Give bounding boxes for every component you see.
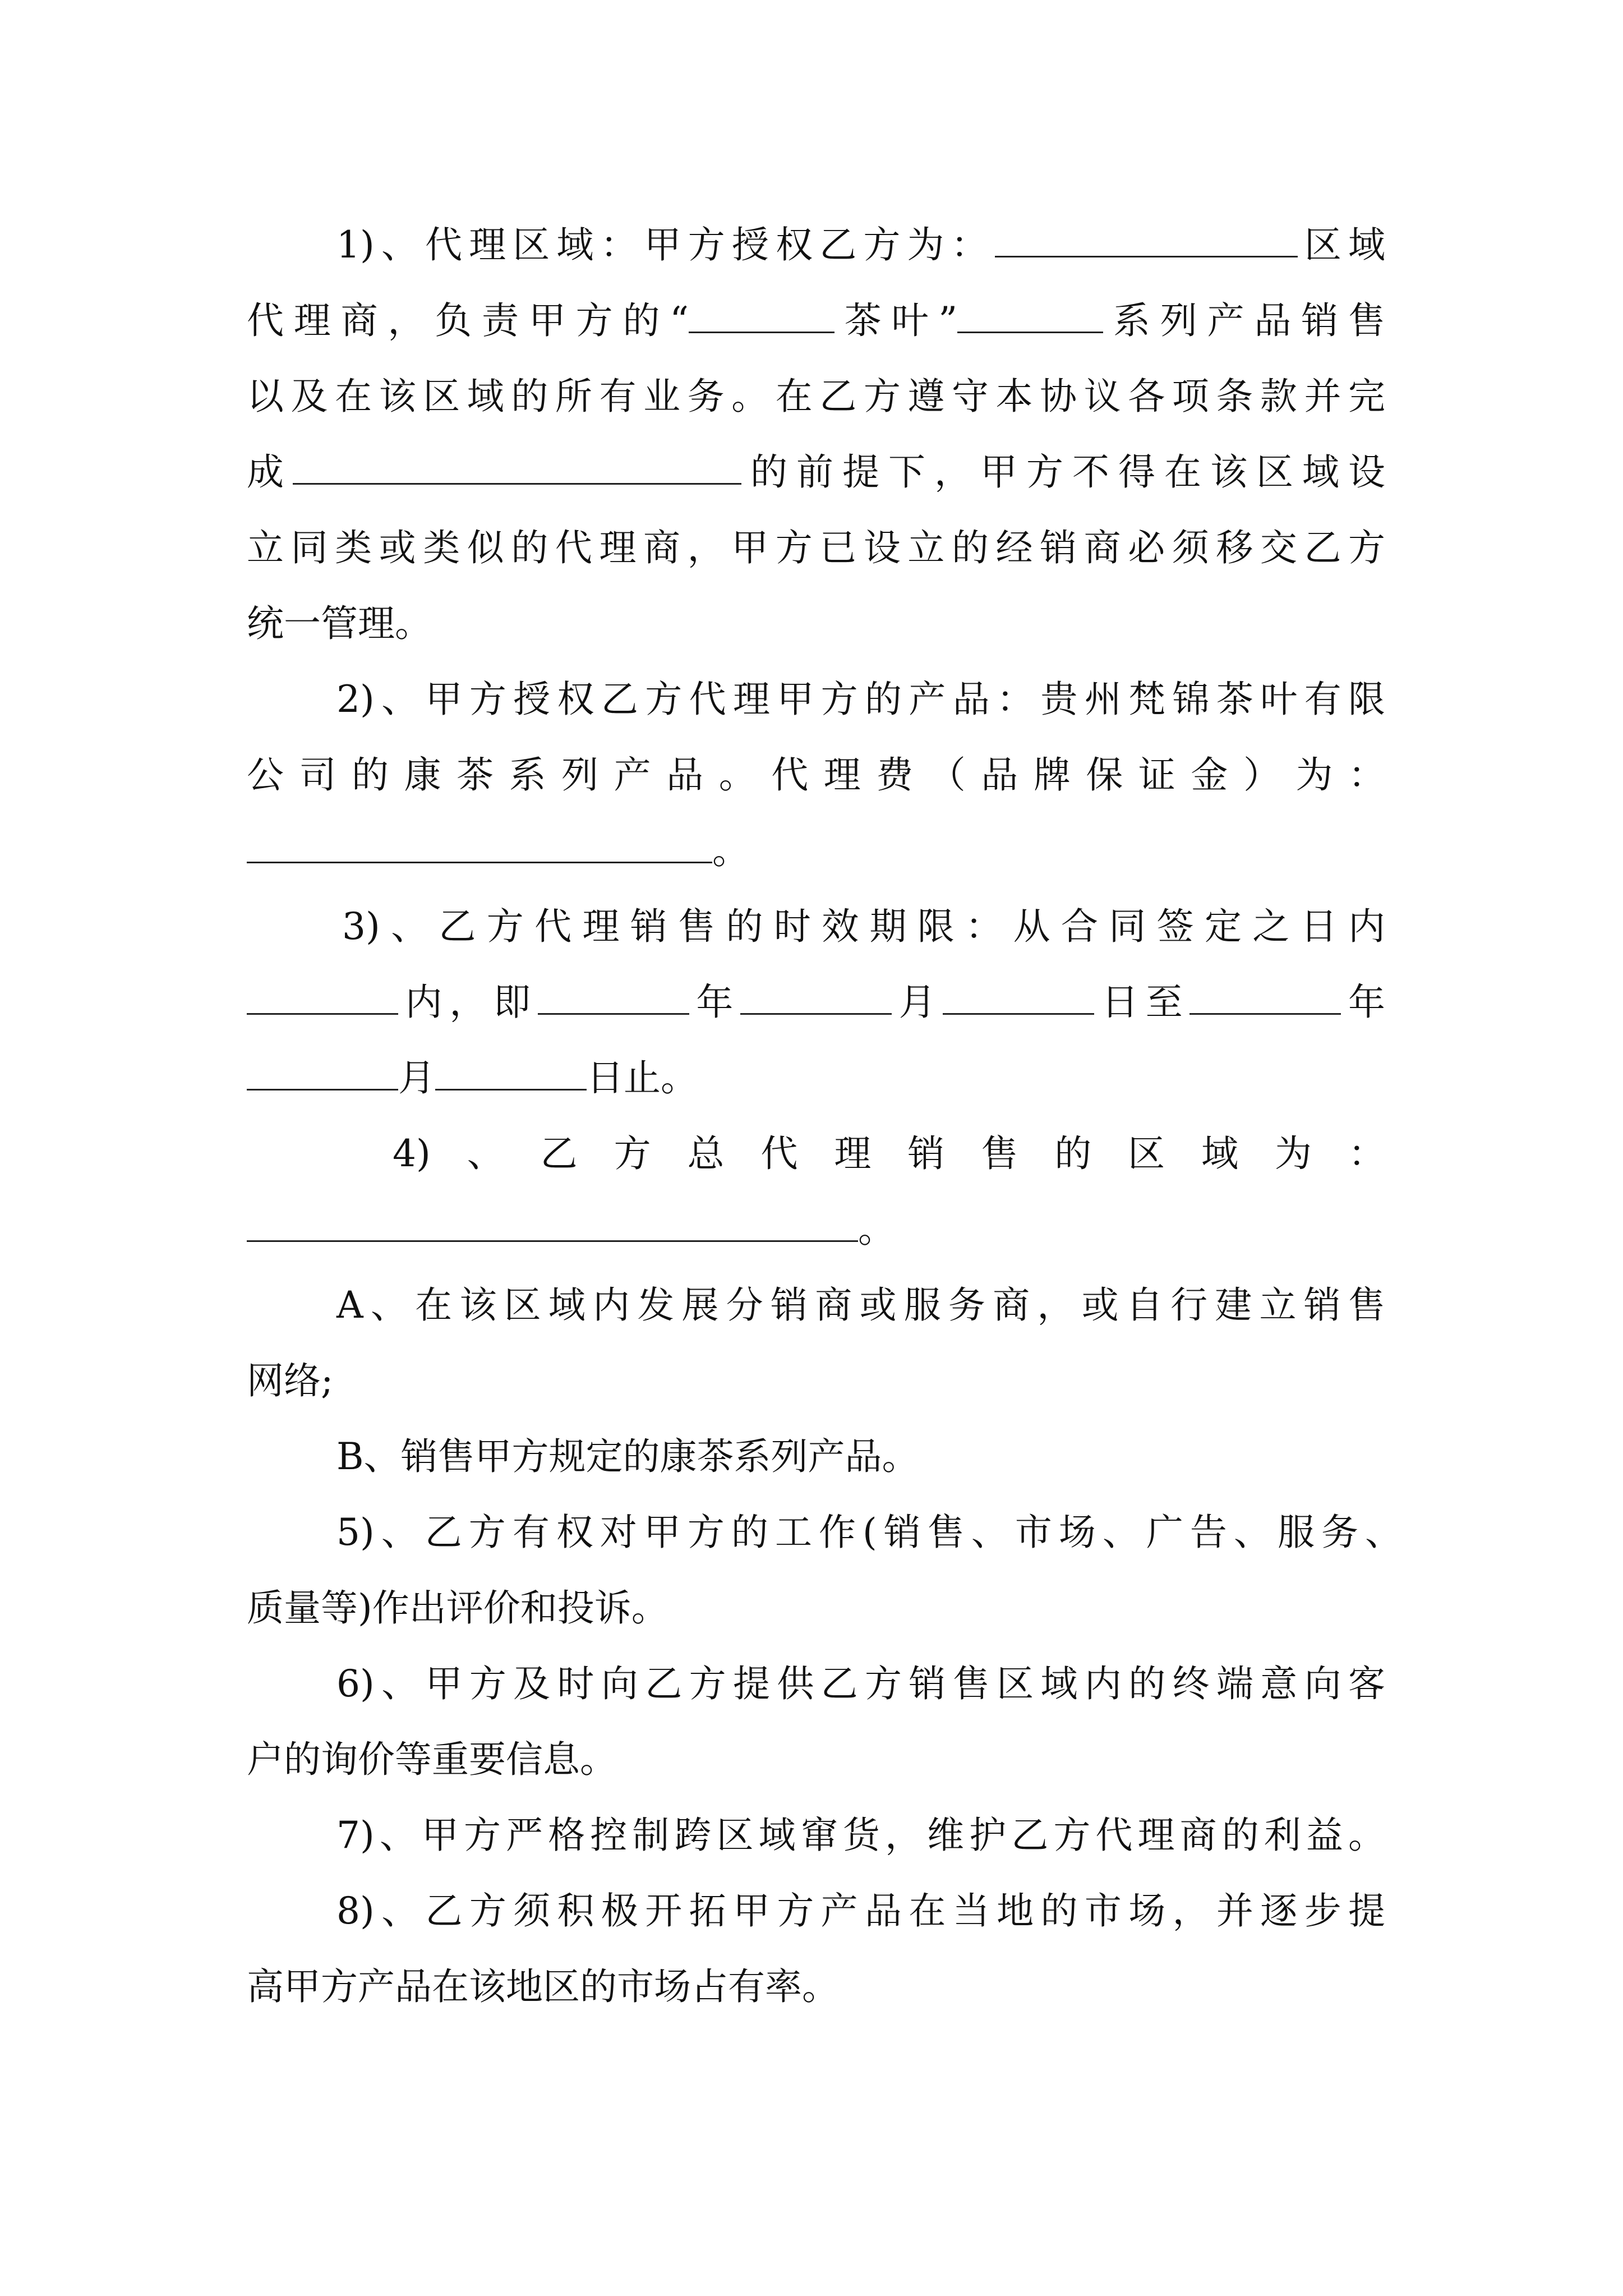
clause-8-line-1: 8)、乙方须积极开拓甲方产品在当地的市场，并逐步提 xyxy=(336,1889,1385,1932)
blank-target-field[interactable] xyxy=(293,453,741,485)
clause-2-line-1: 2)、甲方授权乙方代理甲方的产品：贵州梵锦茶叶有限 xyxy=(336,678,1385,721)
clause-1-line-4 xyxy=(247,433,1385,512)
clause-1-text: 1)、代理区域：甲方授权乙方为： xyxy=(336,223,995,266)
clause-7-line-1: 7)、甲方严格控制跨区域窜货，维护乙方代理商的利益。 xyxy=(336,1814,1385,1857)
blank-duration-field[interactable] xyxy=(247,983,398,1015)
blank-start-year-field[interactable] xyxy=(538,983,689,1015)
clause-1-line-2 xyxy=(247,282,1385,360)
clause-3-line-3 xyxy=(247,1039,1385,1117)
blank-series-field[interactable] xyxy=(957,301,1103,333)
clause-3-text: 月 xyxy=(398,1056,435,1099)
clause-1-line-1 xyxy=(336,206,1385,284)
clause-4-line-2 xyxy=(247,1190,1385,1269)
clause-5-line-2: 质量等)作出评价和投诉。 xyxy=(247,1586,668,1630)
clause-1-text: 系列产品销售 xyxy=(1103,299,1386,342)
clause-1-line-6: 统一管理。 xyxy=(247,602,432,645)
clause-1-line-5: 立同类或类似的代理商，甲方已设立的经销商必须移交乙方 xyxy=(247,526,1385,569)
clause-3-text: 年 xyxy=(1341,981,1386,1024)
blank-sales-region-field[interactable] xyxy=(247,1210,858,1242)
blank-brand-field[interactable] xyxy=(689,301,834,333)
clause-3-text: 月 xyxy=(892,981,943,1024)
blank-end-year-field[interactable] xyxy=(1189,983,1341,1015)
clause-3-line-2 xyxy=(247,963,1385,1042)
clause-4-text-end: 。 xyxy=(858,1208,895,1251)
clause-2-text-end: 。 xyxy=(712,829,749,872)
clause-8-line-2: 高甲方产品在该地区的市场占有率。 xyxy=(247,1965,839,2008)
item-b-line-1: B、销售甲方规定的康茶系列产品。 xyxy=(336,1435,919,1478)
blank-region-field[interactable] xyxy=(995,226,1298,257)
clause-3-line-1: 3)、乙方代理销售的时效期限：从合同签定之日内 xyxy=(342,905,1385,948)
clause-2-line-2: 公司的康茶系列产品。代理费（品牌保证金）为： xyxy=(247,753,1385,797)
blank-agency-fee-field[interactable] xyxy=(247,831,712,863)
clause-1-text-end: 区域 xyxy=(1297,223,1385,266)
blank-start-month-field[interactable] xyxy=(740,983,892,1015)
clause-4-line-1: 4)、乙方总代理销售的区域为： xyxy=(393,1132,1385,1175)
clause-3-text: 日至 xyxy=(1094,981,1190,1024)
clause-3-text: 日止。 xyxy=(587,1056,698,1099)
item-a-line-2: 网络; xyxy=(247,1359,334,1402)
clause-5-line-1: 5)、乙方有权对甲方的工作(销售、市场、广告、服务、 xyxy=(336,1511,1402,1554)
clause-3-text: 年 xyxy=(689,981,741,1024)
blank-end-month-field[interactable] xyxy=(247,1059,398,1091)
blank-start-day-field[interactable] xyxy=(943,983,1094,1015)
clause-1-text: 代理商，负责甲方的“ xyxy=(247,299,689,342)
clause-3-text: 内，即 xyxy=(398,981,538,1024)
clause-6-line-2: 户的询价等重要信息。 xyxy=(247,1738,617,1781)
blank-end-day-field[interactable] xyxy=(435,1059,587,1091)
clause-1-text: 的前提下，甲方不得在该区域设 xyxy=(741,450,1385,494)
clause-1-text: 成 xyxy=(247,450,293,494)
item-a-line-1: A、在该区域内发展分销商或服务商，或自行建立销售 xyxy=(336,1283,1385,1327)
clause-2-line-3 xyxy=(247,812,1385,890)
clause-6-line-1: 6)、甲方及时向乙方提供乙方销售区域内的终端意向客 xyxy=(336,1662,1385,1705)
clause-1-text: 茶叶” xyxy=(834,299,958,342)
clause-1-line-3: 以及在该区域的所有业务。在乙方遵守本协议各项条款并完 xyxy=(247,375,1385,418)
